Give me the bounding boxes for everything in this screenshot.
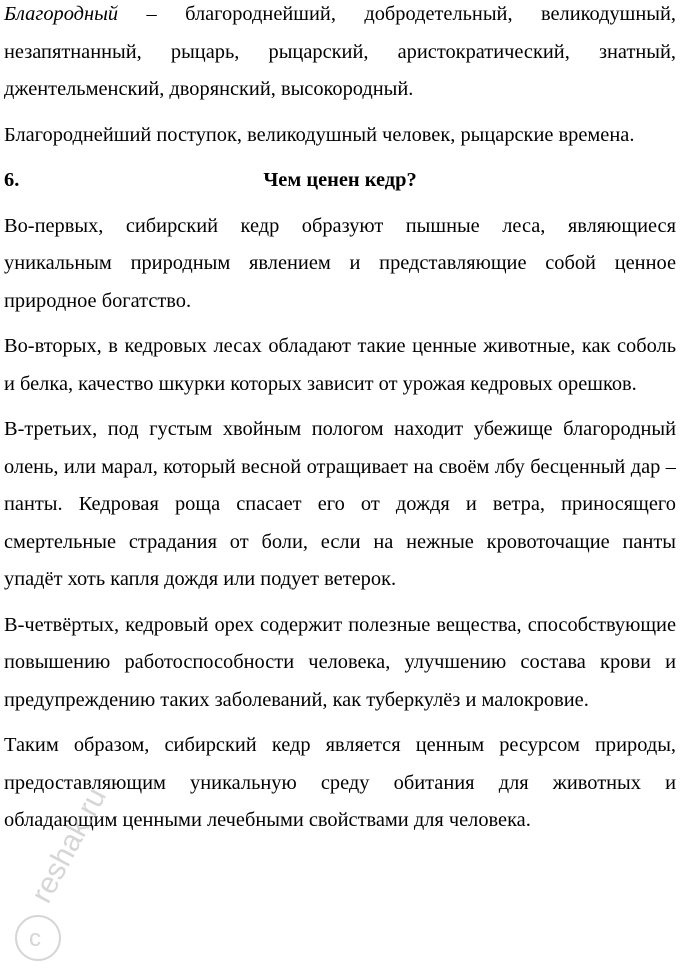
definition-synonyms: благороднейший, добродетельный, великодушный, незапятнанный, рыцарь, рыцарский, аристократический, знатный, джентельменский, дворянский, высокородный.: [4, 3, 676, 100]
paragraph-fourth: В-четвёртых, кедровый орех содержит полезные вещества, способствующие повышению работоспособности человека, улучшению состава крови и предупреждению таких заболеваний, как туберкулёз и малокровие.: [4, 613, 676, 711]
paragraph-conclusion: Таким образом, сибирский кедр является ценным ресурсом природы, предоставляющим уникальную среду обитания для животных и обладающим ценными лечебными свойствами для человека.: [4, 734, 676, 831]
section-number: 6.: [4, 169, 20, 191]
paragraph-third: В-третьих, под густым хвойным пологом находит убежище благородный олень, или марал, который весной отращивает на своём лбу бесценный дар – панты. Кедровая роща спасает его от дождя и ветра, приносящего смертельные страдания от боли, если на нежные кровоточащие панты упадёт хоть капля дождя или подует ветерок.: [4, 418, 676, 590]
copyright-circle-icon: [16, 916, 60, 960]
section-heading: [4, 162, 676, 200]
watermark-text: reshak.ru: [25, 782, 113, 909]
examples-paragraph: Благороднейший поступок, великодушный человек, рыцарские времена.: [4, 123, 635, 146]
copyright-letter-icon: c: [29, 925, 41, 952]
paragraph-first: Во-первых, сибирский кедр образуют пышные леса, являющиеся уникальным природным явлением и представляющие собой ценное природное богатство.: [4, 214, 676, 312]
document-page: [4, 0, 676, 848]
definition-term: Благородный: [4, 3, 119, 25]
section-title: Чем ценен кедр?: [263, 169, 417, 191]
definition-dash: –: [146, 3, 157, 25]
paragraph-second: Во-вторых, в кедровых лесах обладают такие ценные животные, как соболь и белка, качество шкурки которых зависит от урожая кедровых орешков.: [4, 335, 676, 395]
definition-paragraph: [4, 0, 676, 109]
